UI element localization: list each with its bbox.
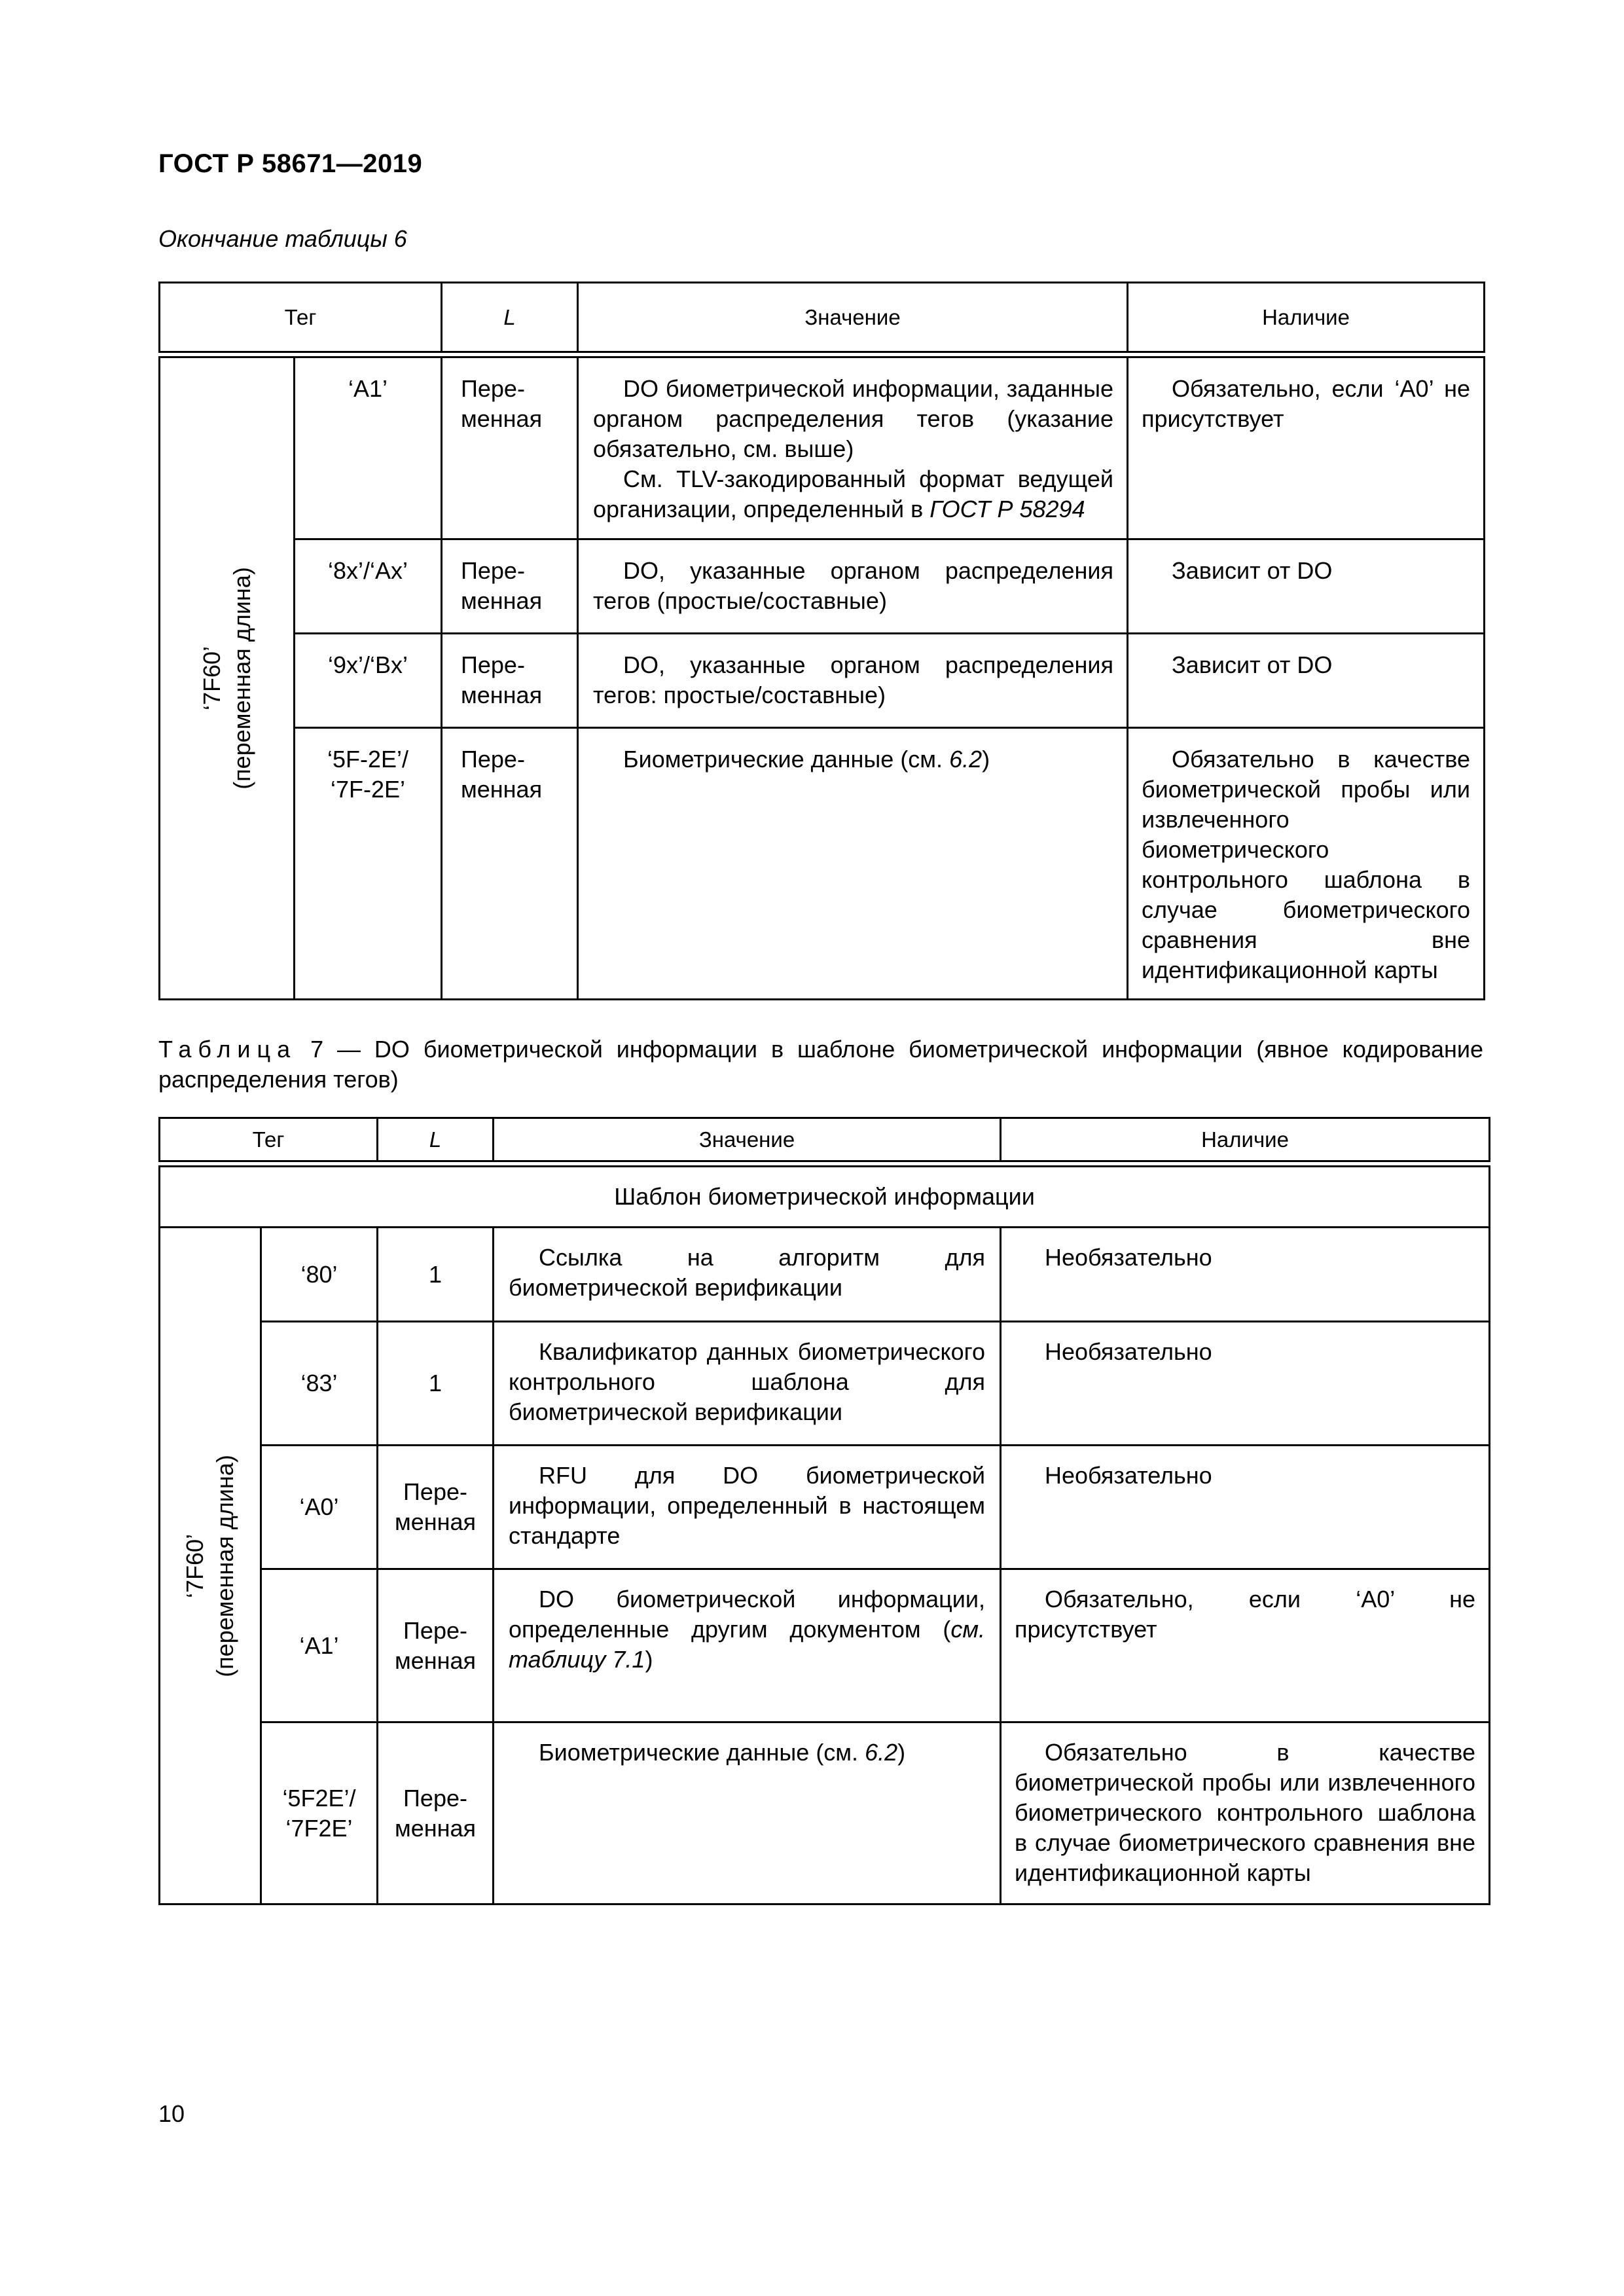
presence-cell: Необязательно bbox=[1001, 1322, 1490, 1446]
table-row bbox=[160, 634, 1485, 728]
tag-cell: ‘80’ bbox=[261, 1228, 378, 1322]
tag-cell: ‘5F-2E’/ ‘7F-2E’ bbox=[295, 728, 442, 1000]
table-header-row bbox=[160, 1118, 1490, 1161]
group-tag-rotated: ‘7F60’ (переменная длина) bbox=[181, 1454, 238, 1677]
presence-cell: Необязательно bbox=[1001, 1228, 1490, 1322]
column-header-presence: Наличие bbox=[1001, 1118, 1490, 1161]
table-row bbox=[160, 1569, 1490, 1722]
value-cell: RFU для DO биометрической информации, определенный в настоящем стандарте bbox=[494, 1446, 1001, 1569]
group-tag-cell bbox=[160, 357, 295, 1000]
length-cell: 1 bbox=[378, 1322, 494, 1446]
group-tag-rotated: ‘7F60’ (переменная длина) bbox=[198, 567, 255, 790]
page-number: 10 bbox=[158, 2100, 185, 2127]
column-header-length: L bbox=[378, 1118, 494, 1161]
value-cell: DO биометрической информации, заданные органом распределения тегов (указание обязательно, см. выше) См. TLV-закодированный формат ведущей организации, определенный в ГОСТ Р 58294 bbox=[578, 357, 1128, 539]
length-cell: Пере-менная bbox=[442, 539, 578, 634]
column-header-length: L bbox=[442, 283, 578, 352]
presence-cell: Зависит от DO bbox=[1128, 634, 1485, 728]
table-6-continuation bbox=[158, 282, 1485, 1000]
column-header-value: Значение bbox=[494, 1118, 1001, 1161]
tag-cell: ‘A0’ bbox=[261, 1446, 378, 1569]
value-cell: Биометрические данные (см. 6.2) bbox=[578, 728, 1128, 1000]
table-header-row bbox=[160, 283, 1485, 352]
value-cell: DO, указанные органом распределения тегов (простые/составные) bbox=[578, 539, 1128, 634]
length-cell: Пере-менная bbox=[442, 634, 578, 728]
group-tag-cell bbox=[160, 1228, 261, 1904]
presence-cell: Обязательно, если ‘A0’ не присутствует bbox=[1128, 357, 1485, 539]
table-row bbox=[160, 1322, 1490, 1446]
value-cell: DO биометрической информации, определенные другим документом (см. таблицу 7.1) bbox=[494, 1569, 1001, 1722]
tag-cell: ‘A1’ bbox=[295, 357, 442, 539]
tag-cell: ‘5F2E’/ ‘7F2E’ bbox=[261, 1722, 378, 1904]
table-row bbox=[160, 357, 1485, 539]
length-cell: Пере-менная bbox=[378, 1446, 494, 1569]
table-7 bbox=[158, 1117, 1490, 1905]
table-7-caption: Таблица 7 — DO биометрической информации в шаблоне биометрической информации (явное кодирование распределения тегов) bbox=[158, 1036, 1483, 1093]
value-cell: Квалификатор данных биометрического контрольного шаблона для биометрической верификации bbox=[494, 1322, 1001, 1446]
column-header-presence: Наличие bbox=[1128, 283, 1485, 352]
length-cell: Пере-менная bbox=[442, 728, 578, 1000]
column-header-value: Значение bbox=[578, 283, 1128, 352]
length-cell: Пере-менная bbox=[378, 1569, 494, 1722]
presence-cell: Зависит от DO bbox=[1128, 539, 1485, 634]
section-title: Шаблон биометрической информации bbox=[160, 1167, 1490, 1228]
table-continuation-caption: Окончание таблицы 6 bbox=[158, 225, 407, 252]
length-cell: Пере-менная bbox=[378, 1722, 494, 1904]
tag-cell: ‘A1’ bbox=[261, 1569, 378, 1722]
value-cell: Биометрические данные (см. 6.2) bbox=[494, 1722, 1001, 1904]
column-header-tag: Тег bbox=[160, 283, 442, 352]
tag-cell: ‘83’ bbox=[261, 1322, 378, 1446]
length-cell: 1 bbox=[378, 1228, 494, 1322]
table-row bbox=[160, 1228, 1490, 1322]
section-row bbox=[160, 1167, 1490, 1228]
tag-cell: ‘9x’/‘Bx’ bbox=[295, 634, 442, 728]
presence-cell: Обязательно, если ‘A0’ не присутствует bbox=[1001, 1569, 1490, 1722]
length-cell: Пере-менная bbox=[442, 357, 578, 539]
table-row bbox=[160, 728, 1485, 1000]
document-id: ГОСТ Р 58671—2019 bbox=[158, 149, 423, 178]
value-cell: DO, указанные органом распределения тегов: простые/составные) bbox=[578, 634, 1128, 728]
presence-cell: Необязательно bbox=[1001, 1446, 1490, 1569]
presence-cell: Обязательно в качестве биометрической пробы или извлеченного биометрического контрольного шаблона в случае биометрического сравнения вне идентификационной карты bbox=[1128, 728, 1485, 1000]
table-row bbox=[160, 1446, 1490, 1569]
column-header-tag: Тег bbox=[160, 1118, 378, 1161]
table-row bbox=[160, 539, 1485, 634]
table-row bbox=[160, 1722, 1490, 1904]
value-cell: Ссылка на алгоритм для биометрической верификации bbox=[494, 1228, 1001, 1322]
presence-cell: Обязательно в качестве биометрической пробы или извлеченного биометрического контрольного шаблона в случае биометрического сравнения вне идентификационной карты bbox=[1001, 1722, 1490, 1904]
tag-cell: ‘8x’/‘Ax’ bbox=[295, 539, 442, 634]
